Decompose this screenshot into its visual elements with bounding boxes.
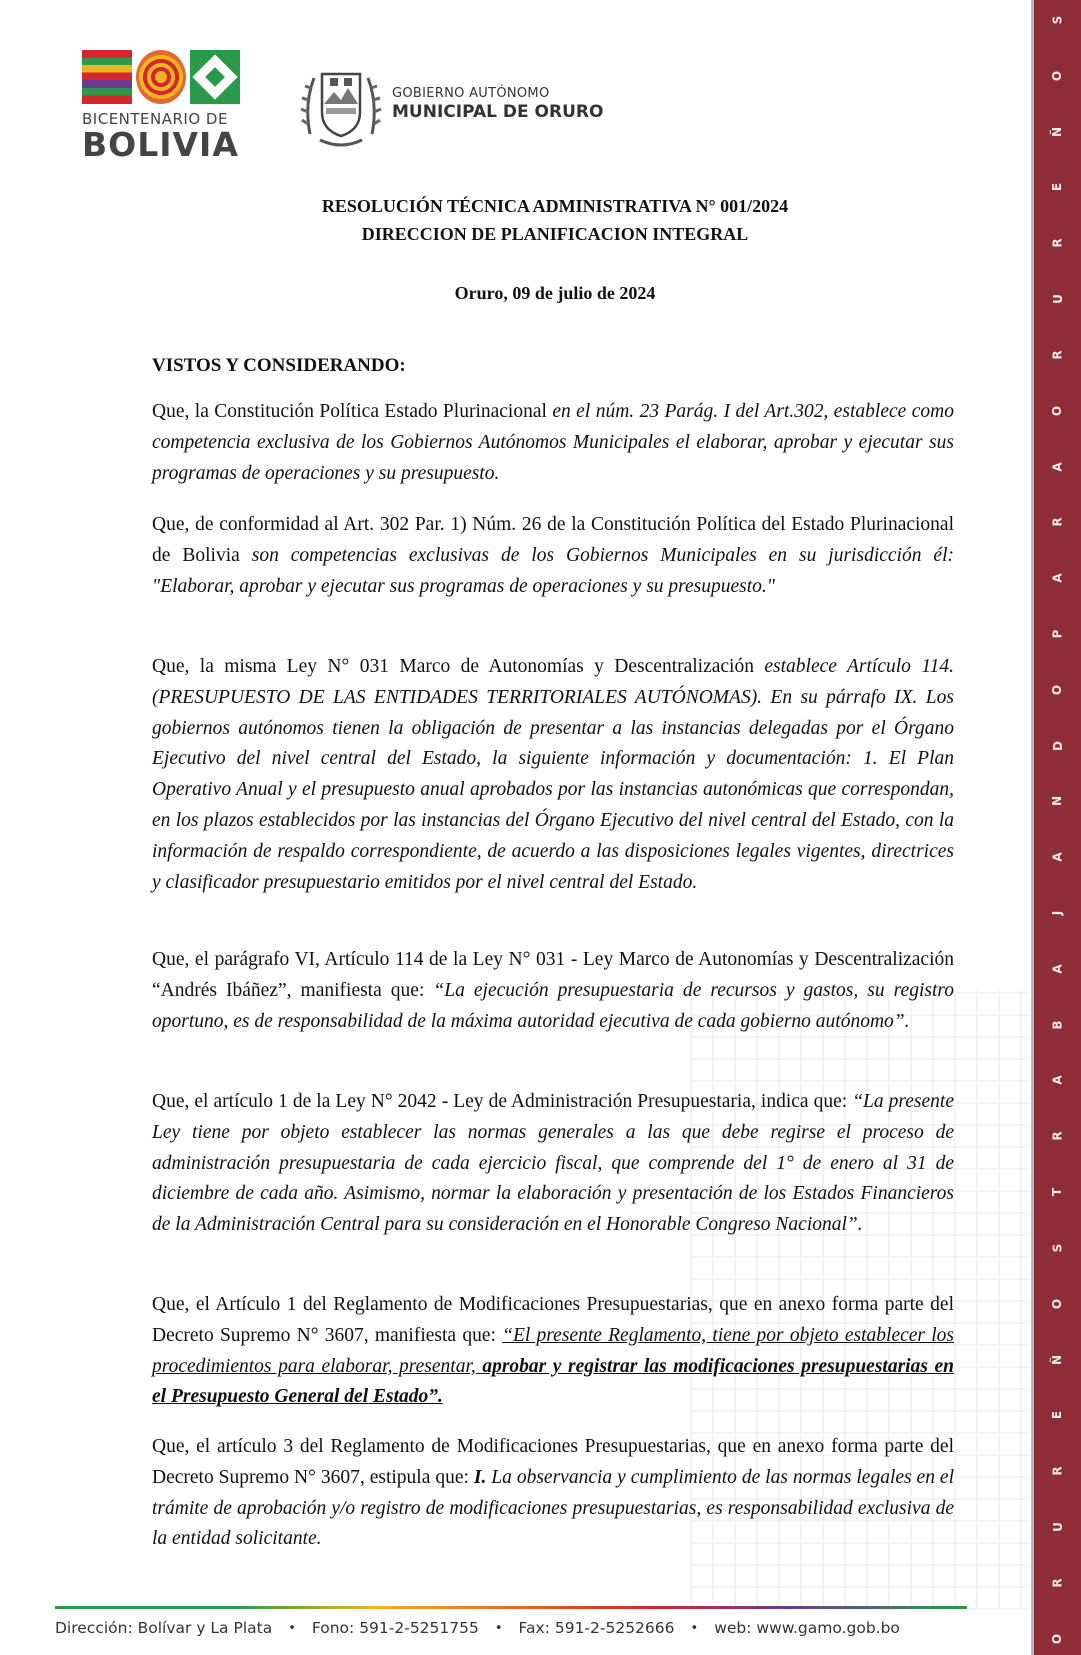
bicentenario-tiles [82,50,262,104]
side-band-letter: D [1050,740,1065,751]
paragraph-7-bold-italic: I. [473,1466,487,1488]
direction-title: DIRECCION DE PLANIFICACION INTEGRAL [361,224,749,244]
side-band-letter: P [1050,629,1065,639]
side-band-letter: R [1050,517,1065,527]
side-band-letter: S [1050,15,1065,25]
side-band-letter: A [1050,573,1065,583]
paragraph-2 [152,510,954,602]
footer-fax: Fax: 591-2-5252666 [518,1619,675,1637]
paragraph-1-normal: Que, la Constitución Política Estado Plurinacional [152,401,553,422]
gamo-line2: MUNICIPAL DE ORURO [392,102,604,122]
side-band-letter: T [1050,1187,1065,1197]
paragraph-5 [152,1087,954,1241]
side-band-letter: A [1050,1075,1065,1086]
paragraph-3 [152,652,954,898]
paragraph-6-bold-underlined: aprobar y registrar las modificaciones presupuestarias en el Presupuesto General del Estado”. [152,1355,954,1408]
paragraph-4-normal: Que, el parágrafo VI, Artículo 114 de la Ley N° 031 - Ley Marco de Autonomías y Descentralización “Andrés Ibáñez”, manifiesta que: [152,949,954,1001]
gamo-logo [300,64,630,154]
side-band-letter: R [1050,350,1065,360]
paragraph-5-normal: Que, el artículo 1 de la Ley N° 2042 - Ley de Administración Presupuestaria, indica que: [152,1091,853,1112]
side-band-letter: O [1050,684,1065,695]
side-band-letter: R [1050,1131,1065,1141]
paragraph-5-italic: “La presente Ley tiene por objeto establecer las normas generales a las que debe regirse el proceso de administración presupuestaria de cada ejercicio fiscal, que comprende del 1° de enero al 31 de diciembre de cada año. Asimismo, normar la elaboración y presentación de los Estados Financieros de la Administración Central para su consideración en el Honorable Congreso Nacional”. [152,1091,954,1236]
footer-phone: Fono: 591-2-5251755 [311,1619,479,1637]
side-band-letter: A [1050,461,1065,472]
gamo-line1: GOBIERNO AUTÓNOMO [392,86,550,101]
gamo-text [392,86,603,122]
side-band-letter: R [1050,1466,1065,1476]
paragraph-6-normal: Que, el Artículo 1 del Reglamento de Modificaciones Presupuestarias, que en anexo forma parte del Decreto Supremo N° 3607, manifiesta que: [152,1294,954,1346]
footer-separator: • [690,1620,699,1636]
footer-web-link[interactable]: web: www.gamo.gob.bo [714,1619,900,1637]
paragraph-7 [152,1432,954,1555]
side-band-letter: S [1050,1243,1065,1253]
bicentenario-label: BICENTENARIO DE [82,110,228,128]
municipal-crest-icon [300,64,382,148]
paragraph-1 [152,397,954,489]
paragraph-6 [152,1290,954,1413]
side-band-letter: Ñ [1050,1354,1065,1365]
side-band-letter: O [1050,1633,1065,1644]
section-heading: VISTOS Y CONSIDERANDO: [152,355,406,376]
side-band-letter: O [1050,405,1065,416]
paragraph-2-italic: son competencias exclusivas de los Gobiernos Municipales en su jurisdicción él: "Elaborar, aprobar y ejecutar sus programas de operaciones y su presupuesto." [152,544,954,597]
stripes-tile-icon [82,50,132,104]
paragraph-6-underlined: “El presente Reglamento, tiene por objeto establecer los procedimientos para elaborar, presentar, [152,1324,954,1377]
footer-separator: • [288,1620,296,1636]
side-band-letter: O [1050,70,1065,81]
side-band-letter: E [1050,1411,1065,1420]
resolution-title: RESOLUCIÓN TÉCNICA ADMINISTRATIVA N° 001/2024 [321,196,789,216]
side-band [1031,0,1081,1655]
side-band-letter: A [1050,964,1065,974]
paragraph-3-normal: Que, la misma Ley N° 031 Marco de Autonomías y Descentralización [152,656,765,677]
side-band-letter: R [1050,1578,1065,1588]
paragraph-2-normal: Que, de conformidad al Art. 302 Par. 1) Núm. 26 de la Constitución Política del Estado Plurinacional de Bolivia [152,514,954,566]
paragraph-1-italic: en el núm. 23 Parág. I del Art.302, establece como competencia exclusiva de los Gobiernos Autónomos Municipales el elaborar, aprobar y ejecutar sus programas de operaciones y su presupuesto. [152,401,954,484]
side-band-letter: R [1050,238,1065,248]
paragraph-7-italic: La observancia y cumplimiento de las normas legales en el trámite de aprobación y/o registro de modificaciones presupuestarias, es responsabilidad exclusiva de la entidad solicitante. [152,1466,954,1550]
bicentenario-logo [82,50,262,175]
footer-contact [55,1619,985,1637]
side-band-letters [1034,0,1081,1655]
dateline: Oruro, 09 de julio de 2024 [454,283,656,303]
bolivia-label: BOLIVIA [82,125,239,164]
side-band-letter: N [1050,796,1065,807]
diamond-tile-icon [190,50,240,104]
footer-color-line [55,1606,967,1609]
side-band-letter: U [1050,1522,1065,1532]
side-band-letter: Ñ [1050,126,1065,137]
paragraph-3-italic: establece Artículo 114. (PRESUPUESTO DE LAS ENTIDADES TERRITORIALES AUTÓNOMAS). En su párrafo IX. Los gobiernos autónomos tienen la obligación de presentar a las instancias delegadas por el Órgano Ejecutivo del nivel central del Estado, la siguiente información y documentación: 1. El Plan Operativo Anual y el presupuesto anual aprobados por las instancias autonómicas que correspondan, en los plazos establecidos por las instancias del Órgano Ejecutivo del nivel central del Estado, con la información de respaldo correspondiente, de acuerdo a las disposiciones legales vigentes, directrices y clasificador presupuestario emitidos por el nivel central del Estado. [152,656,954,893]
side-band-letter: O [1050,1298,1065,1309]
side-band-letter: J [1050,910,1065,916]
footer-separator: • [494,1620,503,1636]
side-band-letter: B [1050,1020,1065,1030]
spiral-tile-icon [136,50,186,104]
side-band-letter: E [1050,183,1065,192]
paragraph-4 [152,945,954,1037]
side-band-letter: A [1050,852,1065,862]
paragraph-4-italic: “La ejecución presupuestaria de recursos y gastos, su registro oportuno, es de responsabilidad de la máxima autoridad ejecutiva de cada gobierno autónomo”. [152,979,954,1032]
side-band-letter: U [1050,294,1065,304]
footer-address: Dirección: Bolívar y La Plata [55,1619,273,1637]
paragraph-7-normal: Que, el artículo 3 del Reglamento de Modificaciones Presupuestarias, que en anexo forma parte del Decreto Supremo N° 3607, estipula que: [152,1436,954,1488]
